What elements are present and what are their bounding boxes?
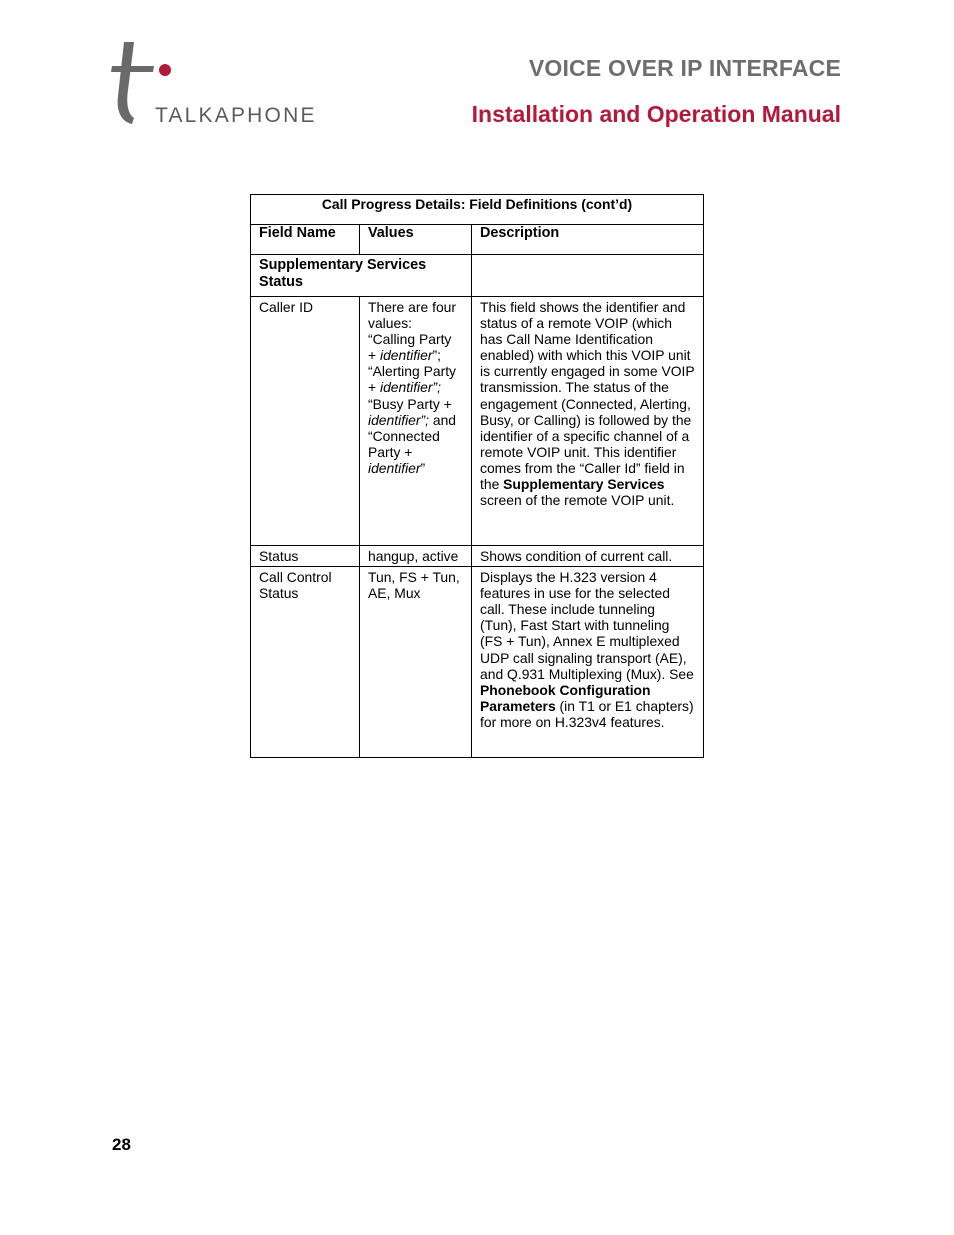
values-text: “Calling Party + bbox=[368, 331, 452, 364]
table-caption-row bbox=[251, 195, 704, 225]
section-row bbox=[251, 255, 704, 297]
description-text: screen of the remote VOIP unit. bbox=[480, 492, 675, 509]
column-header-field-name: Field Name bbox=[251, 225, 360, 255]
section-empty-cell bbox=[472, 255, 704, 297]
values-cell: hangup, active bbox=[360, 546, 472, 567]
description-text: (in T1 or E1 chapters) for more on H.323v4 features. bbox=[480, 697, 694, 730]
field-name-cell: Status bbox=[251, 546, 360, 567]
column-header-values: Values bbox=[360, 225, 472, 255]
table-caption: Call Progress Details: Field Definitions (cont’d) bbox=[251, 195, 704, 225]
description-bold-text: Supplementary Services bbox=[503, 476, 665, 493]
values-italic-text: identifier bbox=[379, 347, 433, 364]
column-header-description: Description bbox=[472, 225, 704, 255]
field-name-cell: Call Control Status bbox=[251, 567, 360, 758]
table-row bbox=[251, 567, 704, 758]
document-title: VOICE OVER IP INTERFACE bbox=[528, 55, 841, 81]
description-text: This field shows the identifier and status of a remote VOIP (which has Call Name Identification enabled) with which this VOIP unit is currently engaged in some VOIP transmission. The status of the engagement (Connected, Alerting, Busy, or Calling) is followed by the identifier of a specific channel of a remote VOIP unit. This identifier comes from the “Caller Id” field in the bbox=[480, 299, 695, 493]
description-cell: Shows condition of current call. bbox=[472, 546, 704, 567]
document-subtitle: Installation and Operation Manual bbox=[471, 101, 841, 127]
description-bold-text: Phonebook Configuration Parameters bbox=[480, 681, 651, 714]
values-italic-text: identifier”; bbox=[368, 411, 429, 428]
values-cell: Tun, FS + Tun, AE, Mux bbox=[360, 567, 472, 758]
values-italic-text: identifier”; bbox=[379, 379, 441, 396]
values-text: There are four values: bbox=[368, 299, 457, 332]
values-text: “Busy Party + bbox=[368, 395, 452, 412]
description-text: Displays the H.323 version 4 features in use for the selected call. These include tunneling (Tun), Fast Start with tunneling (FS + Tun), Annex E multiplexed UDP call signaling transport (AE), and Q.931 Multiplexing (Mux). See bbox=[480, 569, 694, 682]
field-definitions-table bbox=[250, 194, 704, 758]
values-text: and “Connected Party + bbox=[368, 411, 457, 460]
description-cell bbox=[472, 567, 704, 758]
values-text: ” bbox=[420, 459, 426, 476]
field-name-cell: Caller ID bbox=[251, 297, 360, 546]
page-number: 28 bbox=[112, 1135, 131, 1154]
values-text: “Alerting Party + bbox=[368, 363, 457, 396]
description-cell bbox=[472, 297, 704, 546]
values-italic-text: identifier bbox=[368, 459, 421, 476]
section-title: Supplementary Services Status bbox=[251, 255, 472, 297]
table-row bbox=[251, 297, 704, 546]
table-row bbox=[251, 546, 704, 567]
values-cell bbox=[360, 297, 472, 546]
values-text: ”; bbox=[432, 347, 441, 364]
table-header-row bbox=[251, 225, 704, 255]
logo-wordmark: TALKAPHONE bbox=[155, 104, 317, 127]
